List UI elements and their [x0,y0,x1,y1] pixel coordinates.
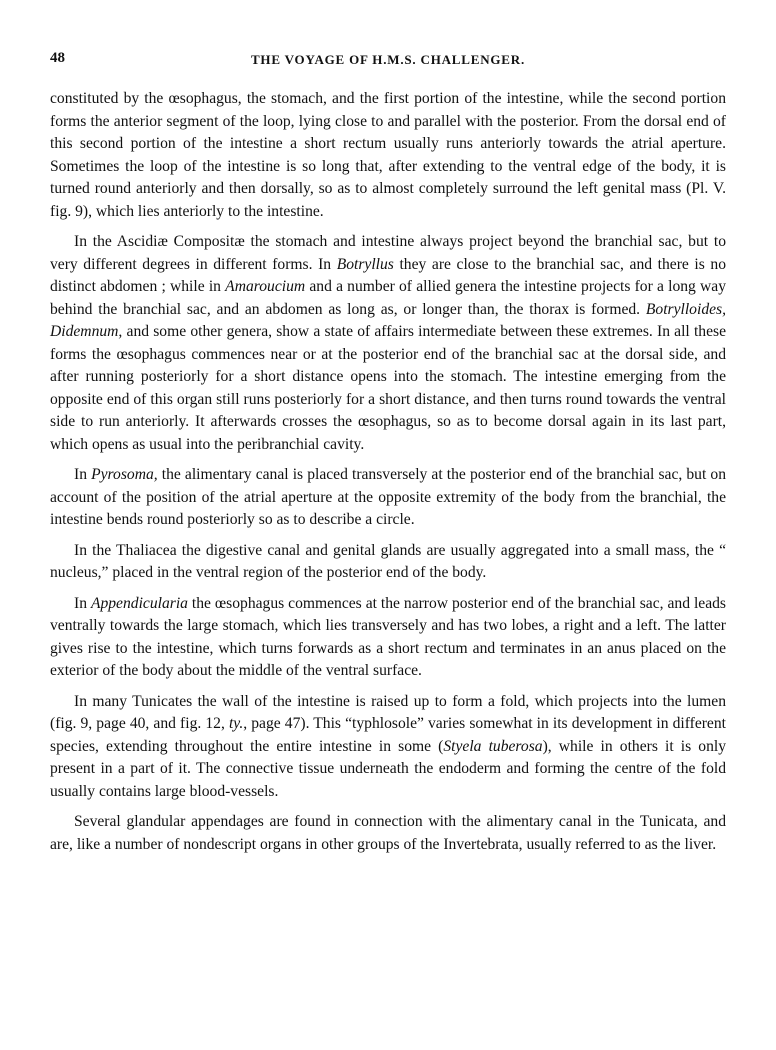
paragraph [50,811,726,856]
paragraph [50,464,726,532]
italic-text: Botrylloides, Didemnum, [50,300,726,340]
text-run: In [74,466,92,483]
text-run: In many Tunicates the wall of the intestine is raised up to form a fold, which projects into the lumen (fig. 9, page 40, and fig. 12, [50,692,726,732]
italic-text: Botryllus [336,255,394,273]
text-run: the alimentary canal is placed transversely at the posterior end of the branchial sac, but on account of the position of the atrial aperture at the opposite extremity of the body from the branchial, the intestine bends round posteriorly so as to describe a circle. [50,466,726,528]
paragraph [50,88,726,223]
paragraph [50,593,726,683]
italic-text: Appendicularia [90,594,188,612]
running-head: THE VOYAGE OF H.M.S. CHALLENGER. [250,52,526,67]
text-run: constituted by the œsophagus, the stomach, and the first portion of the intestine, while the second portion forms the anterior segment of the loop, lying close to and parallel with the posterior. From the dorsal end of this second portion of the intestine a short rectum usually runs anteriorly towards the atrial aperture. Sometimes the loop of the intestine is so long that, after extending to the ventral edge of the body, it is turned round anteriorly and then dorsally, so as to almost completely surround the left genital mass (Pl. V. fig. 9), which lies anteriorly to the intestine. [50,90,726,220]
text-run: In [74,594,91,612]
text-run: and some other genera, show a state of affairs intermediate between these extremes. In all these forms the œsophagus commences near or at the posterior end of the branchial sac at the dorsal side, and after running posteriorly for a short distance opens into the stomach. The intestine emerging from the opposite end of this organ still runs posteriorly for a short distance, and then turns round towards the ventral side to run anteriorly. It afterwards crosses the œsophagus, so as to become dorsal again in its last part, which opens as usual into the peribranchial cavity. [50,323,726,453]
text-run: In the Thaliacea the digestive canal and genital glands are usually aggregated into a small mass, the “ nucleus,” placed in the ventral region of the posterior end of the body. [50,541,726,581]
body-text [50,88,726,856]
italic-text: ty. [228,715,244,732]
text-run: the œsophagus commences at the narrow posterior end of the branchial sac, and leads ventrally towards the large stomach, which lies transversely and has two lobes, a right and a left. The latter gives rise to the intestine, which turns forwards as a short rectum and terminates in an anus placed on the exterior of the body about the middle of the ventral surface. [50,594,726,679]
paragraph [50,691,726,804]
page-number: 48 [50,50,65,66]
text-run: , page 47). This “typhlosole” varies somewhat in its development in different species, extending throughout the entire intestine in some ( [50,715,726,755]
page-header [50,40,726,70]
page [50,40,726,864]
text-run: Several glandular appendages are found in connection with the alimentary canal in the Tunicata, and are, like a number of nondescript organs in other groups of the Invertebrata, usually referred to as the liver. [50,813,726,853]
italic-text: Pyrosoma, [91,466,158,483]
italic-text: Amaroucium [225,278,306,295]
text-run: and a number of allied genera the intestine projects for a long way behind the branchial sac, and an abdomen as long as, or longer than, the thorax is formed. [50,278,727,318]
text-run: they are close to the branchial sac, and there is no distinct abdomen ; while in [50,255,727,295]
paragraph [50,231,726,456]
paragraph [50,540,726,585]
italic-text: Styela tuberosa [443,737,543,755]
text-run: In the Ascidiæ Compositæ the stomach and intestine always project beyond the branchial sac, but to very different degrees in different forms. In [50,233,726,273]
text-run: ), while in others it is only present in a part of it. The connective tissue underneath the endoderm and forming the centre of the fold usually contains large blood-vessels. [50,737,727,800]
